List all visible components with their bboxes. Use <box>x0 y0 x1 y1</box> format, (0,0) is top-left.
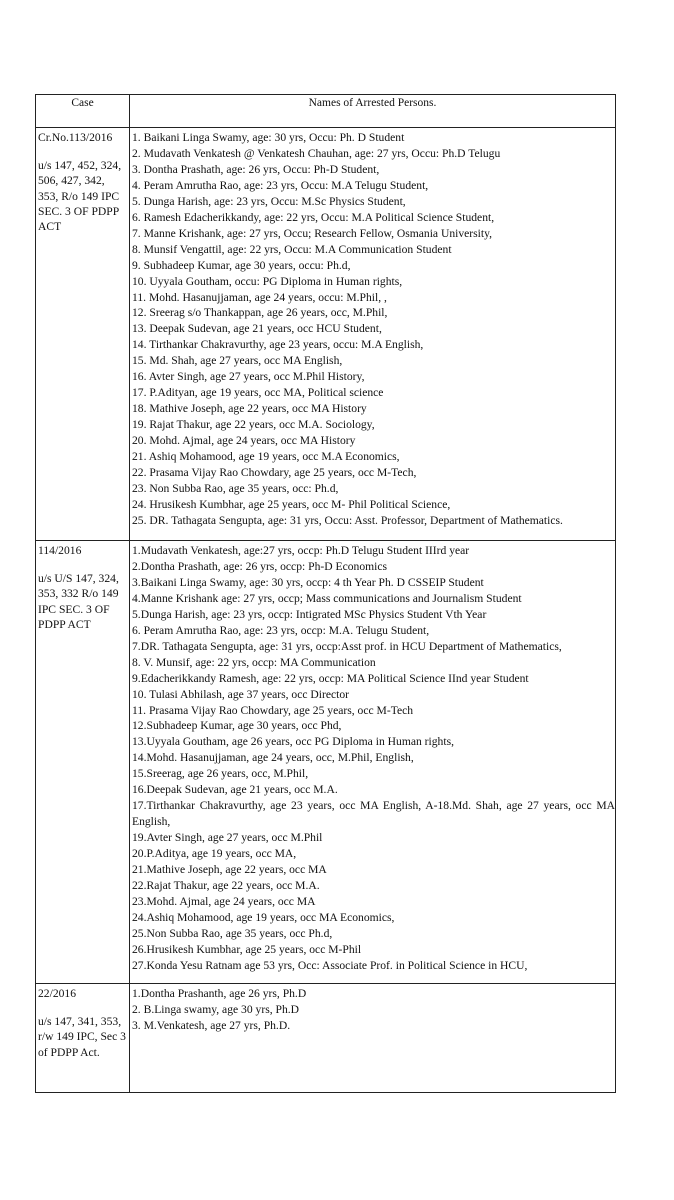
list-item: 11. Mohd. Hasanujjaman, age 24 years, occu: M.Phil, , <box>132 290 387 304</box>
list-item: 6. Peram Amrutha Rao, age: 23 yrs, occp: M.A. Telugu Student, <box>132 623 430 637</box>
list-item: 24.Ashiq Mohamood, age 19 years, occ MA Economics, <box>132 910 395 924</box>
case-sections: u/s 147, 341, 353, r/w 149 IPC, Sec 3 of PDPP Act. <box>38 1015 126 1059</box>
list-item: 17.Tirthankar Chakravurthy, age 23 years, occ MA English, A-18.Md. Shah, age 27 years, occ MA English, <box>132 799 615 829</box>
case-number: 22/2016 <box>38 987 77 1000</box>
list-item: 7.DR. Tathagata Sengupta, age: 31 yrs, occp:Asst prof. in HCU Department of Mathematics, <box>132 639 562 653</box>
list-item: 18. Mathive Joseph, age 22 years, occ MA History <box>132 402 367 416</box>
list-item: 20.P.Aditya, age 19 years, occ MA, <box>132 847 297 861</box>
names-cell <box>130 128 616 541</box>
list-item: 27.Konda Yesu Ratnam age 53 yrs, Occ: Associate Prof. in Political Science in HCU, <box>132 958 528 972</box>
list-item: 5.Dunga Harish, age: 23 yrs, occp: Intigrated MSc Physics Student Vth Year <box>132 607 487 621</box>
list-item: 4.Manne Krishank age: 27 yrs, occp; Mass communications and Journalism Student <box>132 591 522 605</box>
case-column-header: Case <box>36 95 130 128</box>
list-item: 15. Md. Shah, age 27 years, occ MA English, <box>132 354 343 368</box>
list-item: 11. Prasama Vijay Rao Chowdary, age 25 years, occ M-Tech <box>132 703 414 717</box>
list-item: 19.Avter Singh, age 27 years, occ M.Phil <box>132 831 323 845</box>
list-item: 1. Baikani Linga Swamy, age: 30 yrs, Occu: Ph. D Student <box>132 131 405 144</box>
arrested-persons-table <box>35 94 616 1093</box>
list-item: 3.Baikani Linga Swamy, age: 30 yrs, occp: 4 th Year Ph. D CSSEIP Student <box>132 575 484 589</box>
list-item: 25. DR. Tathagata Sengupta, age: 31 yrs, Occu: Asst. Professor, Department of Mathematics. <box>132 513 563 527</box>
list-item: 10. Tulasi Abhilash, age 37 years, occ Director <box>132 687 350 701</box>
case-number: 114/2016 <box>38 544 82 557</box>
case-cell <box>36 984 130 1093</box>
list-item: 26.Hrusikesh Kumbhar, age 25 years, occ M-Phil <box>132 942 362 956</box>
list-item: 25.Non Subba Rao, age 35 years, occ Ph.d, <box>132 926 333 940</box>
table-header-row <box>36 95 616 128</box>
list-item: 16. Avter Singh, age 27 years, occ M.Phil History, <box>132 370 365 384</box>
list-item: 8. Munsif Vengattil, age: 22 yrs, Occu: M.A Communication Student <box>132 242 452 256</box>
list-item: 14.Mohd. Hasanujjaman, age 24 years, occ, M.Phil, English, <box>132 751 414 765</box>
list-item: 20. Mohd. Ajmal, age 24 years, occ MA History <box>132 434 356 448</box>
list-item: 14. Tirthankar Chakravurthy, age 23 years, occu: M.A English, <box>132 338 424 352</box>
case-cell <box>36 541 130 984</box>
list-item: 13. Deepak Sudevan, age 21 years, occ HCU Student, <box>132 322 382 336</box>
list-item: 22.Rajat Thakur, age 22 years, occ M.A. <box>132 879 320 893</box>
list-item: 5. Dunga Harish, age: 23 yrs, Occu: M.Sc Physics Student, <box>132 194 406 208</box>
list-item: 9. Subhadeep Kumar, age 30 years, occu: Ph.d, <box>132 258 351 272</box>
list-item: 6. Ramesh Edacherikkandy, age: 22 yrs, Occu: M.A Political Science Student, <box>132 210 495 224</box>
list-item: 8. V. Munsif, age: 22 yrs, occp: MA Communication <box>132 655 376 669</box>
table-row <box>36 128 616 541</box>
list-item: 23. Non Subba Rao, age 35 years, occ: Ph.d, <box>132 481 339 495</box>
list-item: 23.Mohd. Ajmal, age 24 years, occ MA <box>132 894 316 908</box>
table-row <box>36 541 616 984</box>
names-cell <box>130 984 616 1093</box>
list-item: 3. Dontha Prashath, age: 26 yrs, Occu: Ph-D Student, <box>132 162 380 176</box>
list-item: 2. Mudavath Venkatesh @ Venkatesh Chauhan, age: 27 yrs, Occu: Ph.D Telugu <box>132 146 501 160</box>
list-item: 13.Uyyala Goutham, age 26 years, occ PG Diploma in Human rights, <box>132 735 454 749</box>
list-item: 9.Edacherikkandy Ramesh, age: 22 yrs, occp: MA Political Science IInd year Student <box>132 671 529 685</box>
case-number: Cr.No.113/2016 <box>38 131 113 144</box>
list-item: 7. Manne Krishank, age: 27 yrs, Occu; Research Fellow, Osmania University, <box>132 226 493 240</box>
list-item: 12. Sreerag s/o Thankappan, age 26 years, occ, M.Phil, <box>132 306 388 320</box>
list-item: 19. Rajat Thakur, age 22 years, occ M.A. Sociology, <box>132 418 375 432</box>
list-item: 12.Subhadeep Kumar, age 30 years, occ Phd, <box>132 719 342 733</box>
list-item: 3. M.Venkatesh, age 27 yrs, Ph.D. <box>132 1018 291 1032</box>
table-row <box>36 984 616 1093</box>
list-item: 4. Peram Amrutha Rao, age: 23 yrs, Occu: M.A Telugu Student, <box>132 178 429 192</box>
list-item: 24. Hrusikesh Kumbhar, age 25 years, occ M- Phil Political Science, <box>132 497 451 511</box>
list-item: 1.Dontha Prashanth, age 26 yrs, Ph.D <box>132 987 307 1000</box>
list-item: 15.Sreerag, age 26 years, occ, M.Phil, <box>132 767 309 781</box>
names-cell <box>130 541 616 984</box>
list-item: 2. B.Linga swamy, age 30 yrs, Ph.D <box>132 1002 300 1016</box>
list-item: 1.Mudavath Venkatesh, age:27 yrs, occp: Ph.D Telugu Student IIIrd year <box>132 544 470 557</box>
list-item: 17. P.Adityan, age 19 years, occ MA, Political science <box>132 386 384 400</box>
list-item: 2.Dontha Prashath, age: 26 yrs, occp: Ph-D Economics <box>132 559 388 573</box>
case-sections: u/s U/S 147, 324, 353, 332 R/o 149 IPC SEC. 3 OF PDPP ACT <box>38 572 119 631</box>
case-cell <box>36 128 130 541</box>
list-item: 21.Mathive Joseph, age 22 years, occ MA <box>132 863 327 877</box>
list-item: 10. Uyyala Goutham, occu: PG Diploma in Human rights, <box>132 274 403 288</box>
list-item: 21. Ashiq Mohamood, age 19 years, occ M.A Economics, <box>132 450 400 464</box>
case-sections: u/s 147, 452, 324, 506, 427, 342, 353, R/o 149 IPC SEC. 3 OF PDPP ACT <box>38 159 122 234</box>
names-column-header: Names of Arrested Persons. <box>130 95 616 128</box>
list-item: 16.Deepak Sudevan, age 21 years, occ M.A. <box>132 783 338 797</box>
list-item: 22. Prasama Vijay Rao Chowdary, age 25 years, occ M-Tech, <box>132 466 417 480</box>
